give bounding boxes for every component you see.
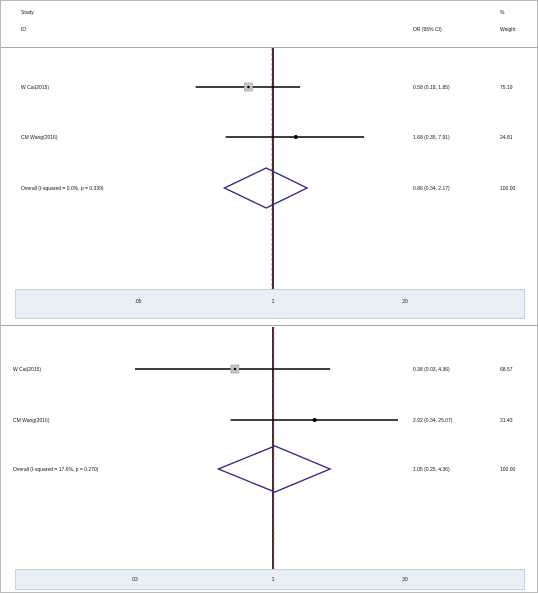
point-estimate [313, 418, 317, 422]
point-estimate [294, 135, 298, 139]
or-column-header: OR (95% CI) [413, 27, 442, 33]
study-label: CM Wang(2016) [21, 135, 58, 141]
forest-plot-svg-2 [1, 323, 538, 594]
overall-or-ci-value: 0.86 (0.34, 2.17) [413, 186, 450, 192]
study-label: W Cai(2015) [21, 85, 50, 91]
weight-value: 24.81 [500, 135, 513, 141]
study-column-header: Study [21, 10, 34, 16]
point-estimate [247, 86, 250, 89]
or-ci-value: 1.68 (0.35, 7.91) [413, 135, 450, 141]
forest-panel-2 [1, 323, 538, 594]
weight-value: 68.57 [500, 367, 513, 373]
weight-value: 75.19 [500, 85, 513, 91]
weight-value: 31.43 [500, 418, 513, 424]
or-ci-value: 2.92 (0.34, 25.07) [413, 418, 453, 424]
forest-plot-svg-1 [1, 1, 538, 323]
id-column-header: ID [21, 27, 26, 33]
weight-column-header: Weight [500, 27, 516, 33]
overall-weight-value: 100.00 [500, 186, 516, 192]
x-tick-label: 30 [402, 577, 408, 583]
or-ci-value: 0.38 (0.03, 4.36) [413, 367, 450, 373]
overall-diamond [218, 446, 330, 492]
x-tick-label: 1 [271, 299, 275, 305]
overall-label: Overall (I-squared = 17.6%, p = 0.270) [13, 467, 99, 473]
x-tick-label: .05 [134, 299, 142, 305]
percent-column-header: % [500, 10, 505, 16]
study-label: CM Wang(2016) [13, 418, 50, 424]
x-tick-label: 03 [132, 577, 138, 583]
overall-weight-value: 100.00 [500, 467, 516, 473]
overall-or-ci-value: 1.05 (0.25, 4.36) [413, 467, 450, 473]
or-ci-value: 0.58 (0.18, 1.85) [413, 85, 450, 91]
overall-diamond [224, 168, 307, 208]
point-estimate [234, 368, 237, 371]
x-tick-label: 1 [271, 577, 275, 583]
study-label: W Cai(2015) [13, 367, 42, 373]
forest-panel-1 [1, 1, 538, 323]
overall-label: Overall (I-squared = 0.0%, p = 0.339) [21, 186, 104, 192]
x-tick-label: 20 [402, 299, 408, 305]
